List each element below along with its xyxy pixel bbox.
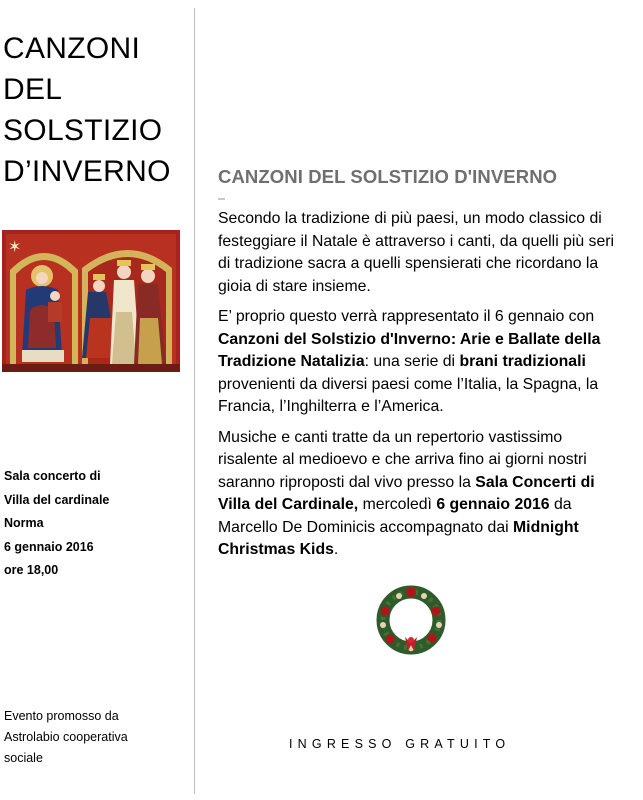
text-run: E’ proprio questo verrà rappresentato il 6 gennaio con bbox=[218, 308, 595, 325]
event-time: ore 18,00 bbox=[4, 563, 59, 577]
christmas-wreath-icon bbox=[372, 583, 450, 655]
paragraph-details bbox=[218, 427, 618, 562]
sidebar bbox=[0, 0, 194, 800]
event-info bbox=[4, 465, 109, 583]
text-run: Musiche e canti tratte da un repertorio vastissimo risalente al medioevo e che arriva fino ai giorni nostri saranno riproposti dal vivo presso la bbox=[218, 428, 587, 491]
title-underline-mark bbox=[218, 198, 225, 200]
nativity-painting bbox=[2, 230, 180, 372]
text-run: provenienti da diversi paesi come l’Italia, la Spagna, la Francia, l’Inghilterra e l’America. bbox=[218, 375, 599, 415]
event-venue: Sala concerto di bbox=[4, 469, 101, 483]
text-run: mercoledì bbox=[358, 496, 437, 513]
text-run: . bbox=[333, 541, 339, 558]
svg-text:✶: ✶ bbox=[8, 237, 22, 256]
main-body bbox=[218, 208, 618, 570]
text-run: : una serie di bbox=[364, 353, 460, 370]
emphasis-traditional-songs: brani tradizionali bbox=[459, 353, 586, 370]
event-venue-name: Villa del cardinale bbox=[4, 492, 110, 507]
main-title: CANZONI DEL SOLSTIZIO D'INVERNO bbox=[218, 166, 558, 187]
sidebar-title-line: SOLSTIZIO bbox=[3, 114, 163, 147]
text-run: da Marcello De Dominicis accompagnato dai bbox=[218, 496, 572, 536]
promoter-note bbox=[4, 706, 128, 769]
sidebar-title-line: CANZONI bbox=[3, 32, 141, 65]
promoter-line: sociale bbox=[4, 751, 43, 765]
event-town: Norma bbox=[4, 516, 44, 530]
promoter-line: Astrolabio cooperativa bbox=[4, 730, 128, 744]
paragraph-program bbox=[218, 306, 618, 419]
emphasis-date: 6 gennaio 2016 bbox=[436, 496, 550, 513]
emphasis-venue: Sala Concerti di Villa del Cardinale, bbox=[218, 473, 595, 513]
sidebar-title-line: D’INVERNO bbox=[3, 155, 171, 188]
column-divider bbox=[194, 8, 195, 794]
event-date: 6 gennaio 2016 bbox=[4, 539, 94, 554]
sidebar-title bbox=[3, 28, 171, 192]
promoter-line: Evento promosso da bbox=[4, 709, 119, 723]
concert-title: Canzoni del Solstizio d'Inverno: Arie e Ballate della Tradizione Natalizia bbox=[218, 330, 601, 370]
free-entry-label: INGRESSO GRATUITO bbox=[289, 737, 511, 751]
paragraph-intro: Secondo la tradizione di più paesi, un modo classico di festeggiare il Natale è attraverso i canti, da quelli più seri di tradizione sacra a quelli spensierati che ricordano la gioia di stare insieme. bbox=[218, 210, 615, 295]
sidebar-title-line: DEL bbox=[3, 73, 63, 106]
emphasis-performers: Midnight Christmas Kids bbox=[218, 518, 579, 558]
